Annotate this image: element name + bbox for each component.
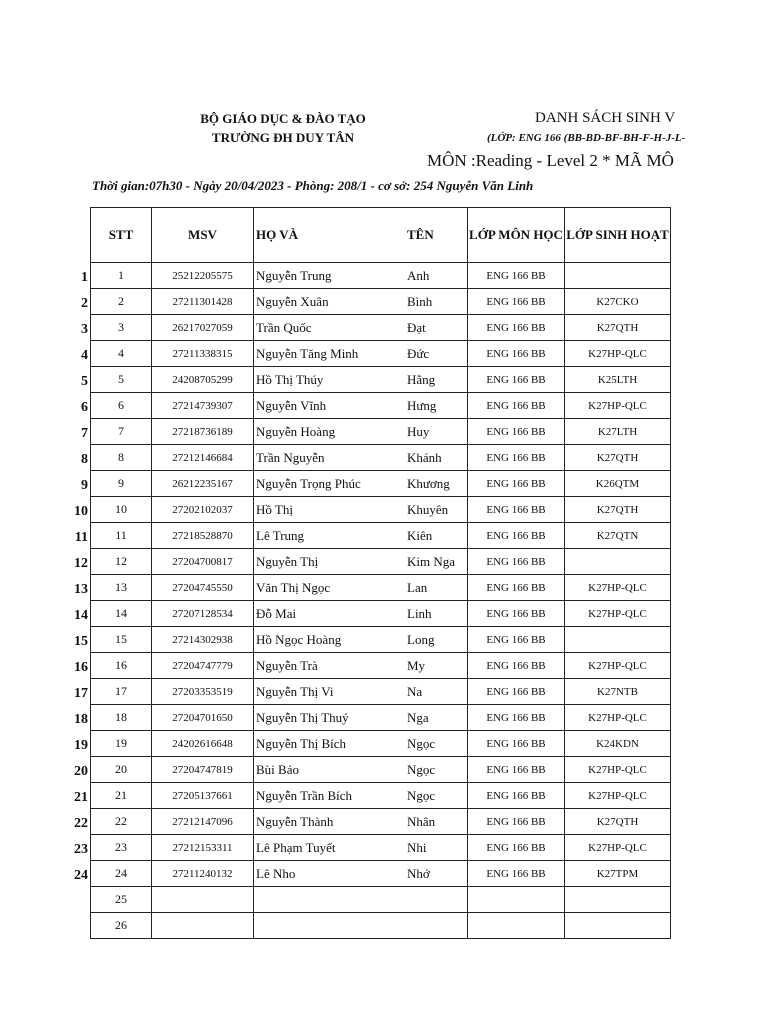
table-row bbox=[91, 913, 671, 939]
cell-lop-mon-hoc: ENG 166 BB bbox=[468, 523, 565, 549]
cell-lop-mon-hoc: ENG 166 BB bbox=[468, 445, 565, 471]
cell-ten: Ngọc bbox=[406, 731, 468, 757]
cell-msv bbox=[152, 913, 254, 939]
table-row bbox=[91, 835, 671, 861]
cell-stt: 9 bbox=[91, 471, 152, 497]
row-number: 22 bbox=[74, 816, 88, 831]
cell-msv: 27218736189 bbox=[152, 419, 254, 445]
table-row bbox=[91, 575, 671, 601]
cell-ho: Nguyễn Hoàng bbox=[254, 419, 407, 445]
cell-lop-sinh-hoat: K27QTN bbox=[565, 523, 671, 549]
cell-lop-mon-hoc: ENG 166 BB bbox=[468, 809, 565, 835]
row-number: 1 bbox=[81, 270, 88, 285]
cell-ten bbox=[406, 913, 468, 939]
cell-msv: 27211240132 bbox=[152, 861, 254, 887]
cell-stt: 19 bbox=[91, 731, 152, 757]
cell-ten: Khương bbox=[406, 471, 468, 497]
row-number: 21 bbox=[74, 790, 88, 805]
cell-msv: 25212205575 bbox=[152, 263, 254, 289]
cell-ho bbox=[254, 887, 407, 913]
cell-stt: 8 bbox=[91, 445, 152, 471]
cell-ten: Đức bbox=[406, 341, 468, 367]
cell-ho: Hồ Thị bbox=[254, 497, 407, 523]
row-number: 3 bbox=[81, 322, 88, 337]
cell-stt: 26 bbox=[91, 913, 152, 939]
cell-lop-sinh-hoat: K27QTH bbox=[565, 315, 671, 341]
cell-lop-sinh-hoat: K27HP-QLC bbox=[565, 341, 671, 367]
cell-stt: 23 bbox=[91, 835, 152, 861]
cell-ten: Ngọc bbox=[406, 757, 468, 783]
cell-ten: Kim Nga bbox=[406, 549, 468, 575]
cell-ho: Nguyễn Thành bbox=[254, 809, 407, 835]
row-number: 11 bbox=[74, 530, 88, 545]
cell-stt: 10 bbox=[91, 497, 152, 523]
row-number: 7 bbox=[81, 426, 88, 441]
cell-lop-sinh-hoat: K27LTH bbox=[565, 419, 671, 445]
cell-msv: 27212153311 bbox=[152, 835, 254, 861]
header-stt: STT bbox=[91, 208, 152, 263]
cell-lop-mon-hoc: ENG 166 BB bbox=[468, 835, 565, 861]
cell-ten: Lan bbox=[406, 575, 468, 601]
cell-lop-sinh-hoat: K27TPM bbox=[565, 861, 671, 887]
cell-ho: Hồ Thị Thúy bbox=[254, 367, 407, 393]
cell-lop-sinh-hoat bbox=[565, 913, 671, 939]
table-row bbox=[91, 653, 671, 679]
row-number: 14 bbox=[74, 608, 88, 623]
cell-lop-sinh-hoat: K27HP-QLC bbox=[565, 575, 671, 601]
cell-ho: Trần Quốc bbox=[254, 315, 407, 341]
cell-ho: Nguyễn Tăng Minh bbox=[254, 341, 407, 367]
ministry-title: BỘ GIÁO DỤC & ĐÀO TẠO bbox=[200, 111, 366, 126]
cell-msv: 27212147096 bbox=[152, 809, 254, 835]
row-number: 6 bbox=[81, 400, 88, 415]
table-row bbox=[91, 393, 671, 419]
table-row bbox=[91, 263, 671, 289]
cell-lop-sinh-hoat bbox=[565, 263, 671, 289]
row-number bbox=[62, 889, 90, 915]
cell-lop-mon-hoc: ENG 166 BB bbox=[468, 315, 565, 341]
cell-stt: 16 bbox=[91, 653, 152, 679]
cell-msv: 27214302938 bbox=[152, 627, 254, 653]
list-title: DANH SÁCH SINH V bbox=[535, 110, 676, 126]
row-number: 8 bbox=[81, 452, 88, 467]
cell-ten: Kiên bbox=[406, 523, 468, 549]
cell-ho: Lê Phạm Tuyết bbox=[254, 835, 407, 861]
cell-stt: 12 bbox=[91, 549, 152, 575]
table-row bbox=[91, 757, 671, 783]
cell-ten bbox=[406, 887, 468, 913]
cell-ten: Anh bbox=[406, 263, 468, 289]
cell-ho: Văn Thị Ngọc bbox=[254, 575, 407, 601]
table-row bbox=[91, 679, 671, 705]
table-row bbox=[91, 549, 671, 575]
cell-lop-sinh-hoat: K27QTH bbox=[565, 445, 671, 471]
cell-stt: 21 bbox=[91, 783, 152, 809]
row-number: 24 bbox=[74, 868, 88, 883]
cell-lop-sinh-hoat: K27HP-QLC bbox=[565, 393, 671, 419]
cell-ho: Nguyễn Trọng Phúc bbox=[254, 471, 407, 497]
cell-msv: 27204747779 bbox=[152, 653, 254, 679]
cell-ho: Nguyễn Thị Thuý bbox=[254, 705, 407, 731]
table-row bbox=[91, 289, 671, 315]
cell-ho: Nguyễn Trà bbox=[254, 653, 407, 679]
row-number: 13 bbox=[74, 582, 88, 597]
cell-ten: Bình bbox=[406, 289, 468, 315]
row-number: 4 bbox=[81, 348, 88, 363]
cell-msv: 27207128534 bbox=[152, 601, 254, 627]
cell-msv: 27204747819 bbox=[152, 757, 254, 783]
cell-stt: 6 bbox=[91, 393, 152, 419]
cell-ten: Khuyên bbox=[406, 497, 468, 523]
cell-lop-mon-hoc: ENG 166 BB bbox=[468, 653, 565, 679]
cell-ten: Nga bbox=[406, 705, 468, 731]
exam-info: Thời gian:07h30 - Ngày 20/04/2023 - Phòng: 208/1 - cơ sở: 254 Nguyễn Văn Linh bbox=[92, 178, 534, 193]
table-body bbox=[91, 263, 671, 939]
cell-lop-mon-hoc: ENG 166 BB bbox=[468, 601, 565, 627]
cell-msv: 26217027059 bbox=[152, 315, 254, 341]
cell-lop-sinh-hoat: K27HP-QLC bbox=[565, 705, 671, 731]
cell-lop-mon-hoc: ENG 166 BB bbox=[468, 627, 565, 653]
row-number: 17 bbox=[74, 686, 88, 701]
cell-ten: Na bbox=[406, 679, 468, 705]
cell-stt: 22 bbox=[91, 809, 152, 835]
cell-lop-sinh-hoat: K24KDN bbox=[565, 731, 671, 757]
cell-lop-mon-hoc: ENG 166 BB bbox=[468, 341, 565, 367]
cell-lop-mon-hoc: ENG 166 BB bbox=[468, 393, 565, 419]
cell-ho: Đỗ Mai bbox=[254, 601, 407, 627]
row-number: 5 bbox=[81, 374, 88, 389]
table-row bbox=[91, 315, 671, 341]
table-row bbox=[91, 419, 671, 445]
header-lop-sinh-hoat: LỚP SINH HOẠT bbox=[565, 208, 671, 263]
cell-msv: 27214739307 bbox=[152, 393, 254, 419]
cell-ten: Linh bbox=[406, 601, 468, 627]
table-row bbox=[91, 367, 671, 393]
cell-stt: 7 bbox=[91, 419, 152, 445]
cell-stt: 11 bbox=[91, 523, 152, 549]
table-header-row bbox=[91, 208, 671, 263]
row-number: 19 bbox=[74, 738, 88, 753]
university-title: TRƯỜNG ĐH DUY TÂN bbox=[211, 130, 355, 145]
cell-stt: 18 bbox=[91, 705, 152, 731]
cell-ten: Nhi bbox=[406, 835, 468, 861]
header-ten: TÊN bbox=[406, 208, 468, 263]
cell-lop-sinh-hoat: K27QTH bbox=[565, 497, 671, 523]
cell-msv bbox=[152, 887, 254, 913]
cell-lop-mon-hoc: ENG 166 BB bbox=[468, 575, 565, 601]
student-table bbox=[90, 207, 671, 939]
cell-lop-mon-hoc: ENG 166 BB bbox=[468, 783, 565, 809]
cell-lop-mon-hoc: ENG 166 BB bbox=[468, 731, 565, 757]
row-number: 9 bbox=[81, 478, 88, 493]
cell-lop-mon-hoc: ENG 166 BB bbox=[468, 367, 565, 393]
row-number-column bbox=[62, 265, 90, 941]
cell-lop-sinh-hoat: K26QTM bbox=[565, 471, 671, 497]
cell-lop-mon-hoc: ENG 166 BB bbox=[468, 497, 565, 523]
cell-ten: My bbox=[406, 653, 468, 679]
table-row bbox=[91, 731, 671, 757]
cell-stt: 4 bbox=[91, 341, 152, 367]
cell-ho: Lê Nho bbox=[254, 861, 407, 887]
cell-ho: Nguyễn Thị Vi bbox=[254, 679, 407, 705]
cell-ho: Hồ Ngọc Hoàng bbox=[254, 627, 407, 653]
cell-ten: Hằng bbox=[406, 367, 468, 393]
cell-ten: Hưng bbox=[406, 393, 468, 419]
cell-lop-sinh-hoat: K27NTB bbox=[565, 679, 671, 705]
cell-ten: Đạt bbox=[406, 315, 468, 341]
table-row bbox=[91, 601, 671, 627]
cell-lop-mon-hoc: ENG 166 BB bbox=[468, 263, 565, 289]
table-row bbox=[91, 497, 671, 523]
cell-lop-mon-hoc: ENG 166 BB bbox=[468, 549, 565, 575]
cell-lop-sinh-hoat bbox=[565, 549, 671, 575]
row-number: 18 bbox=[74, 712, 88, 727]
cell-lop-sinh-hoat bbox=[565, 887, 671, 913]
cell-ho: Lê Trung bbox=[254, 523, 407, 549]
table-row bbox=[91, 861, 671, 887]
cell-msv: 27203353519 bbox=[152, 679, 254, 705]
cell-msv: 27218528870 bbox=[152, 523, 254, 549]
cell-lop-sinh-hoat: K27HP-QLC bbox=[565, 757, 671, 783]
cell-stt: 5 bbox=[91, 367, 152, 393]
cell-lop-mon-hoc bbox=[468, 887, 565, 913]
row-number bbox=[62, 915, 90, 941]
cell-lop-mon-hoc: ENG 166 BB bbox=[468, 705, 565, 731]
cell-ho: Trần Nguyễn bbox=[254, 445, 407, 471]
cell-lop-mon-hoc bbox=[468, 913, 565, 939]
cell-ho: Bùi Bảo bbox=[254, 757, 407, 783]
cell-lop-mon-hoc: ENG 166 BB bbox=[468, 757, 565, 783]
cell-lop-sinh-hoat: K27HP-QLC bbox=[565, 653, 671, 679]
cell-ten: Huy bbox=[406, 419, 468, 445]
table-row bbox=[91, 627, 671, 653]
cell-lop-mon-hoc: ENG 166 BB bbox=[468, 679, 565, 705]
cell-stt: 25 bbox=[91, 887, 152, 913]
cell-msv: 27204701650 bbox=[152, 705, 254, 731]
cell-msv: 27205137661 bbox=[152, 783, 254, 809]
cell-ten: Ngọc bbox=[406, 783, 468, 809]
cell-stt: 1 bbox=[91, 263, 152, 289]
cell-stt: 3 bbox=[91, 315, 152, 341]
row-number: 20 bbox=[74, 764, 88, 779]
class-line: (LỚP: ENG 166 (BB-BD-BF-BH-F-H-J-L- bbox=[487, 132, 686, 144]
table-row bbox=[91, 783, 671, 809]
cell-stt: 15 bbox=[91, 627, 152, 653]
cell-ho: Nguyễn Trung bbox=[254, 263, 407, 289]
cell-lop-mon-hoc: ENG 166 BB bbox=[468, 861, 565, 887]
row-number: 2 bbox=[81, 296, 88, 311]
cell-stt: 13 bbox=[91, 575, 152, 601]
cell-ten: Nhớ bbox=[406, 861, 468, 887]
row-number: 12 bbox=[74, 556, 88, 571]
cell-ten: Khánh bbox=[406, 445, 468, 471]
cell-msv: 27202102037 bbox=[152, 497, 254, 523]
table-row bbox=[91, 341, 671, 367]
cell-ten: Long bbox=[406, 627, 468, 653]
table-row bbox=[91, 445, 671, 471]
table-row bbox=[91, 809, 671, 835]
cell-ho: Nguyễn Xuân bbox=[254, 289, 407, 315]
cell-msv: 27211301428 bbox=[152, 289, 254, 315]
cell-lop-sinh-hoat: K27HP-QLC bbox=[565, 601, 671, 627]
cell-msv: 27211338315 bbox=[152, 341, 254, 367]
cell-stt: 20 bbox=[91, 757, 152, 783]
header-ho: HỌ VÀ bbox=[254, 208, 407, 263]
cell-lop-sinh-hoat bbox=[565, 627, 671, 653]
cell-lop-sinh-hoat: K27CKO bbox=[565, 289, 671, 315]
cell-ho: Nguyễn Vĩnh bbox=[254, 393, 407, 419]
cell-lop-sinh-hoat: K27HP-QLC bbox=[565, 783, 671, 809]
cell-lop-sinh-hoat: K27QTH bbox=[565, 809, 671, 835]
cell-stt: 2 bbox=[91, 289, 152, 315]
cell-stt: 24 bbox=[91, 861, 152, 887]
cell-msv: 24208705299 bbox=[152, 367, 254, 393]
header-lop-mon-hoc: LỚP MÔN HỌC bbox=[468, 208, 565, 263]
cell-stt: 14 bbox=[91, 601, 152, 627]
cell-stt: 17 bbox=[91, 679, 152, 705]
row-number: 23 bbox=[74, 842, 88, 857]
cell-msv: 26212235167 bbox=[152, 471, 254, 497]
row-number: 16 bbox=[74, 660, 88, 675]
table-row bbox=[91, 471, 671, 497]
cell-msv: 27204700817 bbox=[152, 549, 254, 575]
table-row bbox=[91, 887, 671, 913]
cell-lop-sinh-hoat: K27HP-QLC bbox=[565, 835, 671, 861]
table-row bbox=[91, 705, 671, 731]
cell-lop-mon-hoc: ENG 166 BB bbox=[468, 419, 565, 445]
subject-line: MÔN :Reading - Level 2 * MÃ MÔ bbox=[427, 151, 674, 170]
row-number: 15 bbox=[74, 634, 88, 649]
table-row bbox=[91, 523, 671, 549]
cell-ten: Nhân bbox=[406, 809, 468, 835]
cell-ho: Nguyễn Thị Bích bbox=[254, 731, 407, 757]
cell-msv: 27204745550 bbox=[152, 575, 254, 601]
row-number: 10 bbox=[74, 504, 88, 519]
cell-msv: 24202616648 bbox=[152, 731, 254, 757]
cell-lop-mon-hoc: ENG 166 BB bbox=[468, 289, 565, 315]
cell-lop-sinh-hoat: K25LTH bbox=[565, 367, 671, 393]
cell-ho: Nguyễn Trần Bích bbox=[254, 783, 407, 809]
cell-ho: Nguyễn Thị bbox=[254, 549, 407, 575]
header-msv: MSV bbox=[152, 208, 254, 263]
cell-lop-mon-hoc: ENG 166 BB bbox=[468, 471, 565, 497]
cell-msv: 27212146684 bbox=[152, 445, 254, 471]
cell-ho bbox=[254, 913, 407, 939]
